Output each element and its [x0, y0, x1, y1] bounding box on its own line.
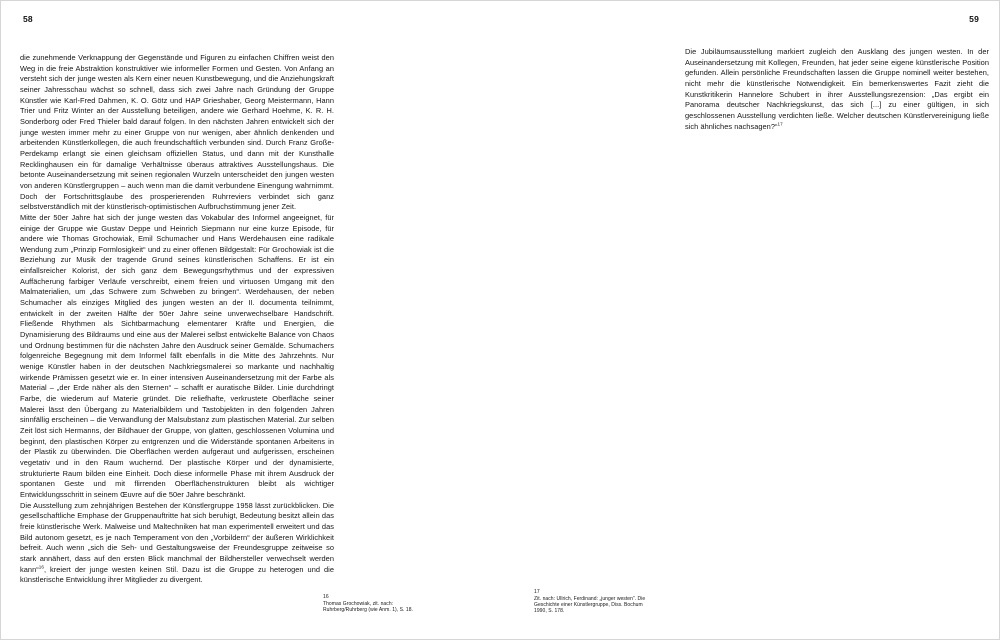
left-text-column: [20, 53, 334, 586]
footnote-text: Thomas Grochowiak, zit. nach: Ruhrberg/Ruhrberg (wie Anm. 1), S. 18.: [323, 600, 413, 613]
footnote-ref: 16: [38, 564, 44, 570]
right-text-column: [685, 47, 989, 132]
footnote-number: 17: [534, 589, 540, 595]
paragraph: die zunehmende Verknappung der Gegenstände und Figuren zu einfachen Chiffren weist den Weg in die freie Abstraktion konstruktiver wie informeller Formen und Gesten. Von Anfang an versteht sich der junge westen als Kern einer neuen Kunstbewegung, und die Anziehungskraft seiner Jahresschau wächst so schnell, dass sich zwei Jahre nach Gründung der Gruppe Künstler wie Karl-Fred Dahmen, K. O. Götz und HAP Grieshaber, Georg Meistermann, Hann Trier und Fritz Winter an der Ausstellung beteiligen, andere wie Gerhard Hoehme, K. R. H. Sonderborg oder Fred Thieler bald darauf folgen. In den nächsten Jahren entwickelt sich der junge westen immer mehr zu einer Gruppe von nur wenigen, aber ähnlich denkenden und arbeitenden Künstlerkollegen, die auch freundschaftlich verbunden sind. Durch Franz Große-Perdekamp erlangt sie einen gleichsam offiziellen Status, und dann mit der Kunsthalle Recklinghausen ein für damalige Verhältnisse überaus attraktives Ausstellungshaus. Die betonte Auseinandersetzung mit seinen regionalen Wurzeln unterscheidet den jungen westen von anderen Künstlergruppen – auch wenn man die damit verbundene Einengung wahrnimmt. Doch der Fortschrittsglaube des prosperierenden Ruhrreviers verbindet sich ganz selbstverständlich mit der künstlerisch-optimistischen Aufbruchstimmung jener Zeit.: [20, 53, 334, 212]
paragraph: Die Ausstellung zum zehnjährigen Bestehen der Künstlergruppe 1958 lässt zurückblicken. Die gesellschaftliche Emphase der Gruppenauftritte hat sich beruhigt, Bedeutung besitzt allein das freie künstlerische Werk. Malweise und Maltechniken hat man experimentell erweitert und das Bild autonom gesetzt, es je nach Temperament von den „Vorbildern“ der äußeren Wirklichkeit befreit. Auch wenn „sich die Seh- und Gestaltungsweise der Freundesgruppe zeitweise so stark annähert, dass auf den ersten Blick manchmal der Bildhersteller verwechselt werden kann“$^{16}$, kreiert der junge westen keinen Stil. Dazu ist die Gruppe zu heterogen und die künstlerische Entwicklung ihrer Mitglieder zu divergent.: [20, 500, 334, 585]
paragraph: Mitte der 50er Jahre hat sich der junge westen das Vokabular des Informel angeeignet, für einige der Gruppe wie Gustav Deppe und Heinrich Siepmann nur eine kurze Episode, für andere wie Thomas Grochowiak, Emil Schumacher und Hans Werdehausen eine radikale Wendung zum „Prinzip Formlosigkeit“ und zu einer offenen Bildgestalt: Für Grochowiak ist die Beziehung zur Musik der tragende Grund seines künstlerischen Schaffens. Er ist ein einfallsreicher Kolorist, der sich ganz dem Bewegungsrhythmus und der expressiven Auffächerung farbiger Verläufe verschreibt, einem freien und virtuosen Umgang mit den Malmaterialien, um „das Schwere zum Schweben zu bringen“. Werdehausen, der neben Schumacher als einziges Mitglied des jungen westen an der II. documenta teilnimmt, entwickelt in der zweiten Hälfte der 50er Jahre seine unverwechselbare Handschrift. Fließende Rhythmen als Sichtbarmachung elementarer Kräfte und Energien, die Dynamisierung des Bildraums und eine aus der Malerei selbst entwickelte Balance von Chaos und Ordnung bestimmen für die nächsten Jahre den Ausdruck seiner Gemälde. Schumachers folgenreiche Begegnung mit dem Informel fällt ebenfalls in die Mitte des Jahrzehnts. Nur wenige Künstler haben in der deutschen Nachkriegsmalerei so markante und nachhaltig wirkende Prämissen gesetzt wie er. In einer intensiven Auseinandersetzung mit der Farbe als Material – „der Erde näher als den Sternen“ – schafft er auratische Bilder. Linie durchdringt Farbe, die wiederum auf Materie gründet. Die reliefhafte, verkrustete Oberfläche seiner Malerei lässt den Übergang zu Materialbildern und Tastobjekten in den folgenden Jahren sinnfällig erscheinen – die Verwandlung der Malsubstanz zum plastischen Material. Zur selben Zeit löst sich Hermanns, der Bildhauer der Gruppe, von glatten, geschlossenen Volumina und beginnt, den plastischen Körper zu entgrenzen und die Widerstände spontanen Arbeitens in der Plastik zu überwinden. Die Oberflächen werden aufgeraut und aufgerissen, erscheinen vegetativ und in den Raum wuchernd. Der plastische Körper und der dynamisierte, strukturierte Raum bilden eine Einheit. Doch diese informelle Phase mit ihrem Ausdruck der spontanen Geste und mit flirrenden Oberflächenstrukturen bleibt als wichtiger Entwicklungsschritt in seinem Œuvre auf die 50er Jahre beschränkt.: [20, 212, 334, 499]
page-58: [1, 1, 501, 640]
page-number-left: 58: [23, 14, 33, 24]
footnote-ref: 17: [777, 121, 783, 127]
footnote-number: 16: [323, 594, 329, 600]
page-59: [501, 1, 1000, 640]
footnote-16: [323, 594, 431, 613]
paragraph: Die Jubiläumsausstellung markiert zugleich den Ausklang des jungen westen. In der Auseinandersetzung mit Kollegen, Freunden, hat jeder seine eigene künstlerische Position gefunden. Allein persönliche Freundschaften lassen die Gruppe nominell weiter bestehen, nicht mehr die künstlerische Notwendigkeit. Ein bemerkenswertes Fazit zieht die Kunstkritikerin Hannelore Schubert in ihrer Ausstellungsrezension: „Das ergibt ein Panorama deutscher Nachkriegskunst, das sich [...] zu einer gültigen, in sich geschlossenen Ausstellung verdichten ließe. Welcher deutschen Künstlervereinigung ließe sich ähnliches nachsagen?“$^{17}$: [685, 47, 989, 131]
footnote-17: [534, 589, 654, 614]
page-number-right: 59: [969, 14, 979, 24]
footnote-text: Zit. nach: Ullrich, Ferdinand: „junger westen“. Die Geschichte einer Künstlergruppe, Diss. Bochum 1990, S. 178.: [534, 595, 646, 614]
